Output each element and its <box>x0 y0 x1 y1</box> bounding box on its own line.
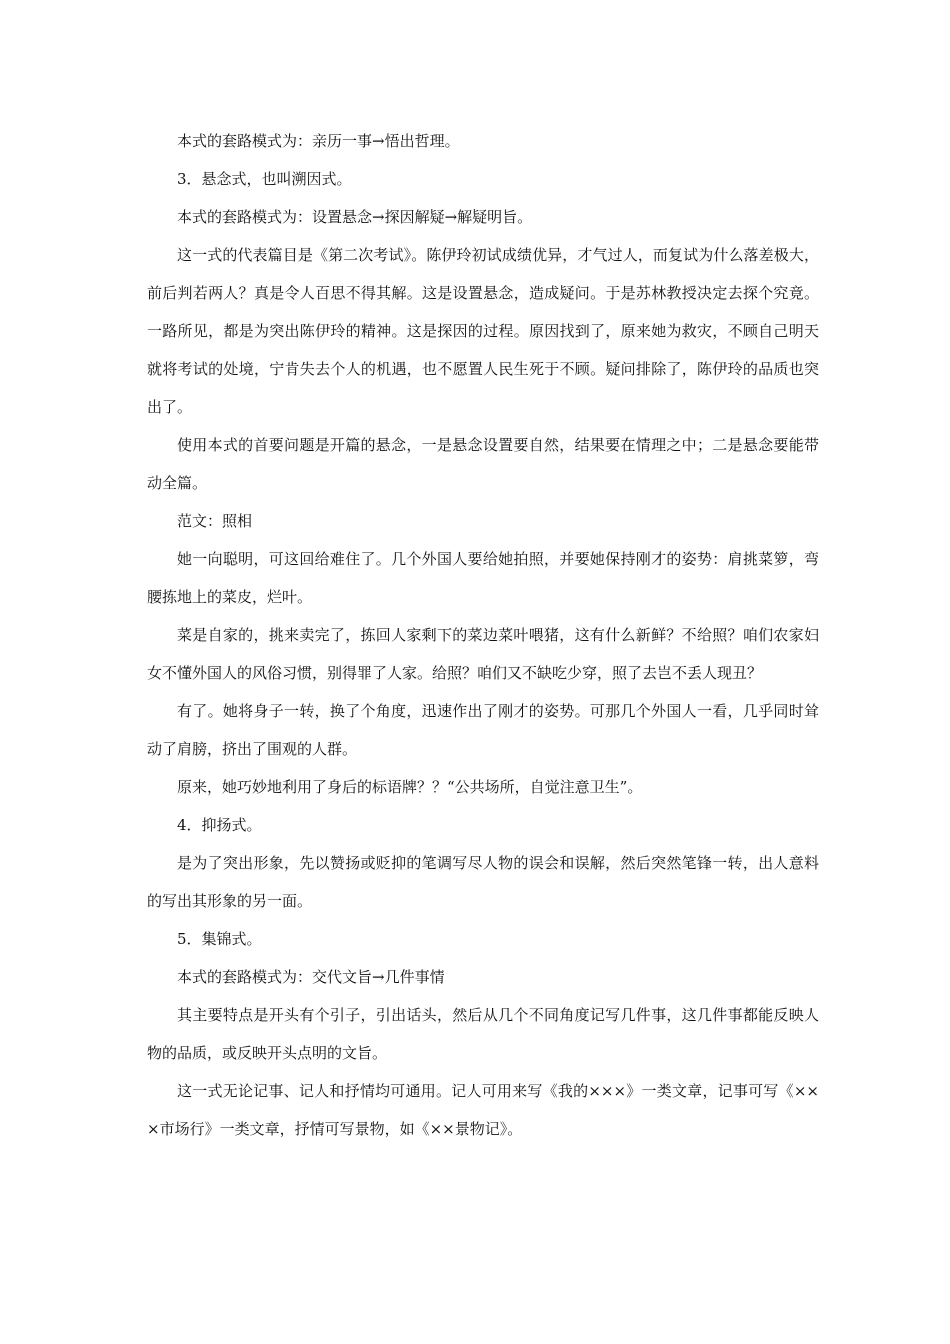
document-body <box>147 122 819 1148</box>
paragraph-pattern-suspense: 本式的套路模式为：设置悬念→探因解疑→解疑明旨。 <box>177 208 533 226</box>
paragraph-collection-features: 其主要特点是开头有个引子，引出话头，然后从几个不同角度记写几件事，这几件事都能反映人物的品质，或反映开头点明的文旨。 <box>147 1006 819 1062</box>
paragraph-pattern-personal-experience: 本式的套路模式为：亲历一事→悟出哲理。 <box>177 132 460 150</box>
paragraph-collection-usage: 这一式无论记事、记人和抒情均可通用。记人可用来写《我的×××》一类文章，记事可写《×××市场行》一类文章，抒情可写景物，如《××景物记》。 <box>147 1082 819 1138</box>
heading-contrast-style: 4．抑扬式。 <box>177 816 262 834</box>
sample-essay-paragraph-4: 原来，她巧妙地利用了身后的标语牌？？“公共场所，自觉注意卫生”。 <box>177 778 643 796</box>
heading-suspense-style: 3．悬念式，也叫溯因式。 <box>177 170 352 188</box>
paragraph-pattern-collection: 本式的套路模式为：交代文旨→几件事情 <box>177 968 445 986</box>
paragraph-contrast-description: 是为了突出形象，先以赞扬或贬抑的笔调写尽人物的误会和误解，然后突然笔锋一转，出人意料的写出其形象的另一面。 <box>147 854 819 910</box>
sample-essay-paragraph-1: 她一向聪明，可这回给难住了。几个外国人要给她拍照，并要她保持刚才的姿势：肩挑菜箩，弯腰拣地上的菜皮，烂叶。 <box>147 550 819 606</box>
paragraph-second-exam-example: 这一式的代表篇目是《第二次考试》。陈伊玲初试成绩优异，才气过人，而复试为什么落差极大，前后判若两人？真是令人百思不得其解。这是设置悬念，造成疑问。于是苏林教授决定去探个究竟。一路所见，都是为突出陈伊玲的精神。这是探因的过程。原因找到了，原来她为救灾，不顾自己明天就将考试的处境，宁肯失去个人的机遇，也不愿置人民生死于不顾。疑问排除了，陈伊玲的品质也突出了。 <box>147 246 819 416</box>
sample-essay-paragraph-2: 菜是自家的，挑来卖完了，拣回人家剩下的菜边菜叶喂猪，这有什么新鲜？不给照？咱们农家妇女不懂外国人的风俗习惯，别得罪了人家。给照？咱们又不缺吃少穿，照了去岂不丢人现丑？ <box>147 626 819 682</box>
sample-essay-title: 范文：照相 <box>177 512 253 530</box>
heading-collection-style: 5．集锦式。 <box>177 930 262 948</box>
paragraph-suspense-usage: 使用本式的首要问题是开篇的悬念，一是悬念设置要自然，结果要在情理之中；二是悬念要能带动全篇。 <box>147 436 819 492</box>
sample-essay-paragraph-3: 有了。她将身子一转，换了个角度，迅速作出了刚才的姿势。可那几个外国人一看，几乎同时耸动了肩膀，挤出了围观的人群。 <box>147 702 819 758</box>
